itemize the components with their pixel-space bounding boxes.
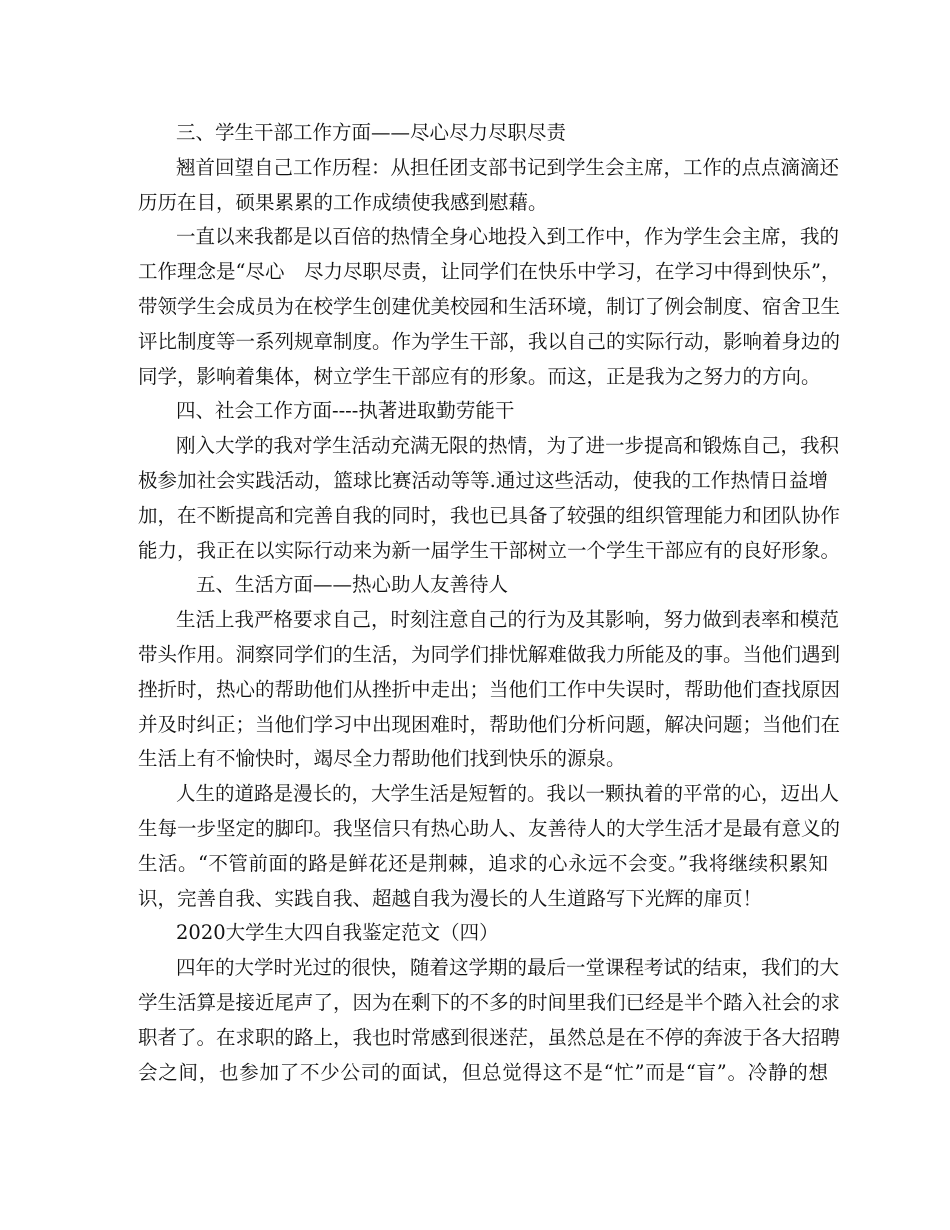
paragraph-line: 会之间，也参加了不少公司的面试，但总觉得这不是“忙”而是“盲”。冷静的想	[138, 1060, 828, 1084]
paragraph-line: 带领学生会成员为在校学生创建优美校园和生活环境，制订了例会制度、宿舍卫生	[138, 294, 841, 318]
section-heading: 2020大学生大四自我鉴定范文（四）	[176, 921, 499, 945]
paragraph-line: 职者了。在求职的路上，我也时常感到很迷茫，虽然总是在不停的奔波于各大招聘	[138, 1025, 841, 1049]
paragraph-line: 刚入大学的我对学生活动充满无限的热情，为了进一步提高和锻炼自己，我积	[176, 434, 840, 458]
paragraph-line: 四年的大学时光过的很快，随着这学期的最后一堂课程考试的结束，我们的大	[176, 956, 840, 980]
paragraph-line: 人生的道路是漫长的，大学生活是短暂的。我以一颗执着的平常的心，迈出人	[176, 782, 840, 806]
paragraph-line: 并及时纠正；当他们学习中出现困难时，帮助他们分析问题，解决问题；当他们在	[138, 712, 841, 736]
paragraph-line: 历历在目，硕果累累的工作成绩使我感到慰藉。	[138, 190, 548, 214]
section-heading: 四、社会工作方面----执著进取勤劳能干	[176, 399, 515, 423]
paragraph-line: 一直以来我都是以百倍的热情全身心地投入到工作中，作为学生会主席，我的	[176, 225, 840, 249]
paragraph-line: 生活上我严格要求自己，时刻注意自己的行为及其影响，努力做到表率和模范	[176, 608, 840, 632]
paragraph-line: 翘首回望自己工作历程：从担任团支部书记到学生会主席，工作的点点滴滴还	[176, 155, 840, 179]
paragraph-line: 生每一步坚定的脚印。我坚信只有热心助人、友善待人的大学生活才是最有意义的	[138, 816, 841, 840]
paragraph-line: 挫折时，热心的帮助他们从挫折中走出；当他们工作中失误时，帮助他们查找原因	[138, 677, 841, 701]
paragraph-line: 加，在不断提高和完善自我的同时，我也已具备了较强的组织管理能力和团队协作	[138, 503, 841, 527]
paragraph-line: 极参加社会实践活动，篮球比赛活动等等.通过这些活动，使我的工作热情日益增	[138, 468, 828, 492]
paragraph-line: 学生活算是接近尾声了，因为在剩下的不多的时间里我们已经是半个踏入社会的求	[138, 990, 841, 1014]
section-heading: 五、生活方面——热心助人友善待人	[196, 573, 509, 597]
section-heading: 三、学生干部工作方面——尽心尽力尽职尽责	[176, 121, 567, 144]
paragraph-line: 工作理念是“尽心 尽力尽职尽责，让同学们在快乐中学习，在学习中得到快乐”，	[138, 260, 841, 284]
document-body	[138, 116, 841, 1090]
paragraph-line: 生活上有不愉快时，竭尽全力帮助他们找到快乐的源泉。	[138, 747, 626, 771]
paragraph-line: 能力，我正在以实际行动来为新一届学生干部树立一个学生干部应有的良好形象。	[138, 538, 841, 562]
paragraph-line: 评比制度等一系列规章制度。作为学生干部，我以自己的实际行动，影响着身边的	[138, 329, 841, 353]
paragraph-line: 同学，影响着集体，树立学生干部应有的形象。而这，正是我为之努力的方向。	[138, 364, 821, 388]
paragraph-line: 带头作用。洞察同学们的生活，为同学们排忧解难做我力所能及的事。当他们遇到	[138, 642, 841, 666]
paragraph-line: 识，完善自我、实践自我、超越自我为漫长的人生道路写下光辉的扉页！	[138, 886, 763, 910]
paragraph-line: 生活。“不管前面的路是鲜花还是荆棘，追求的心永远不会变。”我将继续积累知	[138, 851, 828, 875]
